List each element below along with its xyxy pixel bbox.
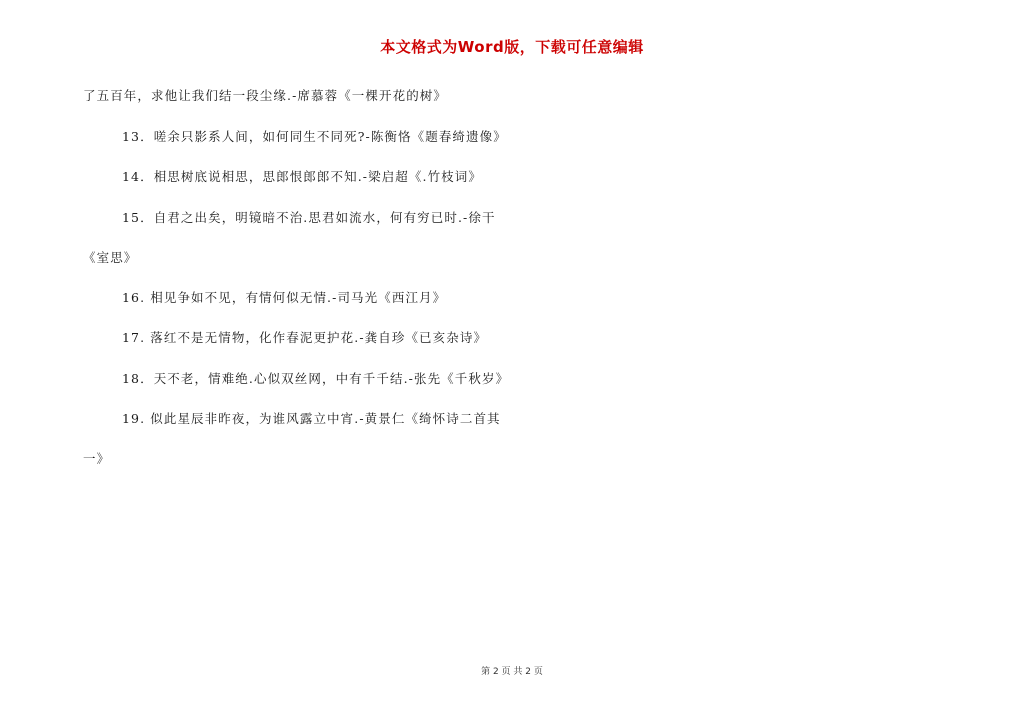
quote-19: 19. 似此星辰非昨夜，为谁风露立中宵.-黄景仁《绮怀诗二首其 <box>122 411 501 426</box>
quote-14: 14．相思树底说相思，思郎恨郎郎不知.-梁启超《.竹枝词》 <box>122 169 482 184</box>
document-header-title: 本文格式为Word版，下载可任意编辑 <box>380 38 644 56</box>
quote-13: 13．嗟余只影系人间，如何同生不同死?-陈衡恪《题春绮遗像》 <box>122 129 507 144</box>
quote-16: 16. 相见争如不见，有情何似无情.-司马光《西江月》 <box>122 290 447 305</box>
quote-15: 15．自君之出矣，明镜暗不治.思君如流水，何有穷已时.-徐干 <box>122 210 496 225</box>
quote-15-continuation: 《室思》 <box>83 250 138 265</box>
page-number-footer: 第 2 页 共 2 页 <box>481 667 543 677</box>
quote-18: 18．天不老，情难绝.心似双丝网，中有千千结.-张先《千秋岁》 <box>122 371 510 386</box>
quote-17: 17. 落红不是无情物，化作春泥更护花.-龚自珍《已亥杂诗》 <box>122 330 488 345</box>
quote-19-continuation: 一》 <box>83 451 111 466</box>
text-line-continuation: 了五百年，求他让我们结一段尘缘.-席慕蓉《一棵开花的树》 <box>83 88 447 103</box>
